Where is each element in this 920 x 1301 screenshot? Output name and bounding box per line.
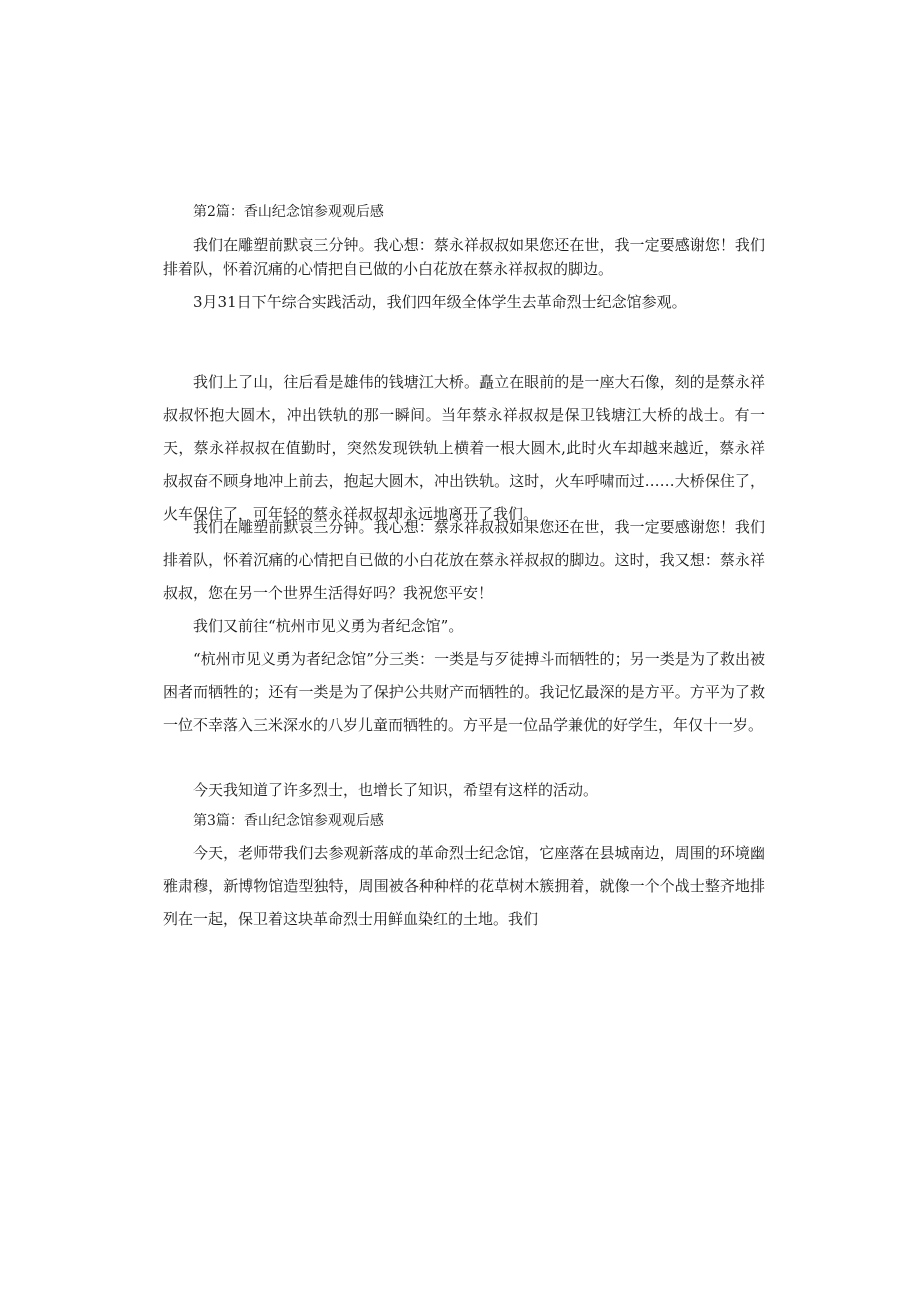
paragraph-1	[163, 233, 765, 281]
paragraph-8	[163, 837, 765, 936]
paragraph-4	[163, 511, 765, 610]
heading-text: 第3篇：香山纪念馆参观观后感	[193, 813, 384, 829]
paragraph-text: 今天，老师带我们去参观新落成的革命烈士纪念馆，它座落在县城南边，周围的环境幽雅肃穆，新博物馆造型独特，周围被各种种样的花草树木簇拥着，就像一个个战士整齐地排列在一起，保卫着这块革命烈士用鲜血染红的土地。我们	[163, 844, 765, 928]
paragraph-7	[163, 774, 765, 807]
paragraph-6	[163, 643, 765, 742]
section-heading-2	[163, 200, 765, 224]
paragraph-text: 今天我知道了许多烈士，也增长了知识，希望有这样的活动。	[193, 781, 599, 799]
paragraph-text: 我们又前往“杭州市见义勇为者纪念馆”。	[193, 617, 464, 635]
heading-text: 第2篇：香山纪念馆参观观后感	[193, 204, 384, 220]
paragraph-5	[163, 610, 765, 643]
paragraph-text: 我们在雕塑前默哀三分钟。我心想：蔡永祥叔叔如果您还在世，我一定要感谢您！我们排着队，怀着沉痛的心情把自已做的小白花放在蔡永祥叔叔的脚边。这时，我又想：蔡永祥叔叔，您在另一个世界生活得好吗？我祝您平安！	[163, 518, 765, 602]
paragraph-text: 我们在雕塑前默哀三分钟。我心想：蔡永祥叔叔如果您还在世，我一定要感谢您！我们排着队，怀着沉痛的心情把自已做的小白花放在蔡永祥叔叔的脚边。	[163, 236, 765, 278]
paragraph-text: 3月31日下午综合实践活动，我们四年级全体学生去革命烈士纪念馆参观。	[193, 293, 687, 311]
paragraph-text: 我们上了山，往后看是雄伟的钱塘江大桥。矗立在眼前的是一座大石像，刻的是蔡永祥叔叔怀抱大圆木，冲出铁轨的那一瞬间。当年蔡永祥叔叔是保卫钱塘江大桥的战士。有一天，蔡永祥叔叔在值勤时，突然发现铁轨上横着一根大圆木,此时火车却越来越近，蔡永祥叔叔奋不顾身地冲上前去，抱起大圆木，冲出铁轨。这时，火车呼啸而过……大桥保住了，火车保住了，可年轻的蔡永祥叔叔却永远地离开了我们。	[163, 373, 765, 523]
paragraph-2	[163, 290, 765, 314]
paragraph-3	[163, 366, 765, 531]
section-heading-3	[163, 805, 765, 838]
paragraph-text: “杭州市见义勇为者纪念馆”分三类：一类是与歹徒搏斗而牺牲的；另一类是为了救出被困者而牺牲的；还有一类是为了保护公共财产而牺牲的。我记忆最深的是方平。方平为了救一位不幸落入三米深水的八岁儿童而牺牲的。方平是一位品学兼优的好学生，年仅十一岁。	[163, 650, 765, 734]
